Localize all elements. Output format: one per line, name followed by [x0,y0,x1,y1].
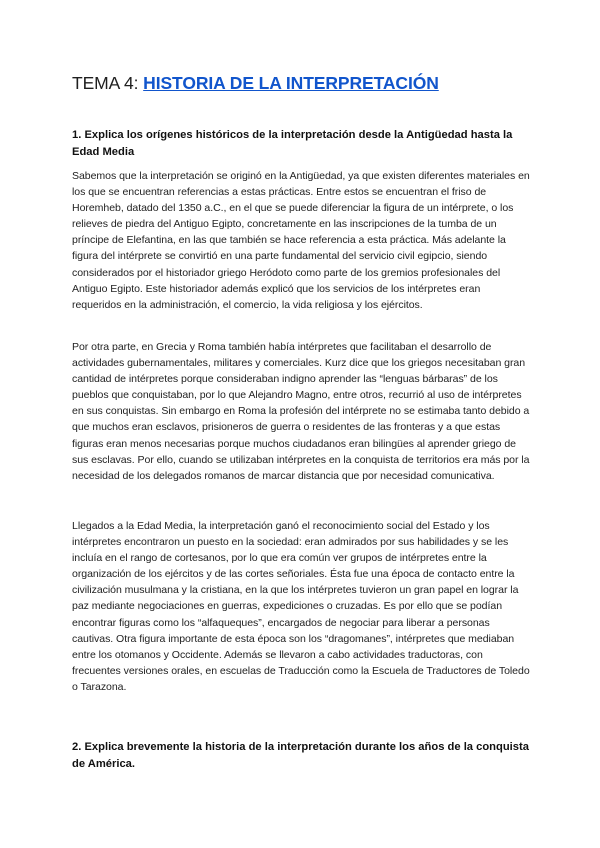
paragraph-3: Llegados a la Edad Media, la interpretación ganó el reconocimiento social del Estado y los intérpretes encontraron un puesto en la sociedad: eran admirados por sus habilidades y se les incluía en el rango de cortesanos, por lo que era común ver grupos de intérpretes entre la organización de los ejércitos y de las cortes señoriales. Ésta fue una época de contacto entre la civilización musulmana y la cristiana, en la que los intérpretes tuvieron un gran papel en lograr la paz mediante negociaciones en guerras, expediciones o cruzadas. Es por ello que se podían encontrar figuras como los “alfaqueques”, encargados de negociar para liberar a personas cautivas. Otra figura importante de esta época son los “dragomanes”, intérpretes que mediaban entre los otomanos y Occidente. Además se llevaron a cabo actividades traductoras, con frecuentes versiones orales, en escuelas de Traducción como la Escuela de Traductores de Toledo o Tarazona. [72,520,530,693]
paragraph-1: Sabemos que la interpretación se originó en la Antigüedad, ya que existen diferentes materiales en los que se encuentran referencias a estas prácticas. Entre estos se encuentran el friso de Horemheb, datado del 1350 a.C., en el que se puede diferenciar la figura de un intérprete, o los relieves de piedra del Antiguo Egipto, concretamente en las inscripciones de la tumba de un príncipe de Elefantina, en las que también se hace referencia a esta práctica. Más adelante la figura del intérprete se convirtió en una parte fundamental del servicio civil egipcio, siendo considerados por el historiador griego Heródoto como parte de los gremios profesionales del Antiguo Egipto. Este historiador además explicó que los servicios de los intérpretes eran requeridos en la administración, el comercio, la vida religiosa y los ejércitos. [72,170,530,311]
paragraph-2: Por otra parte, en Grecia y Roma también había intérpretes que facilitaban el desarrollo de actividades gubernamentales, militares y comerciales. Kurz dice que los griegos necesitaban gran cantidad de intérpretes porque consideraban indigno aprender las “lenguas bárbaras” de los pueblos que conquistaban, por lo que Alejandro Magno, entre otros, recurrió al uso de intérpretes en sus conquistas. Sin embargo en Roma la profesión del intérprete no se estimaba tanto debido a que muchos eran esclavos, prisioneros de guerra o residentes de las fronteras y a que estas figuras eran menos necesarias porque muchos ciudadanos eran bilingües al aprender griego de sus esclavas. Por ello, cuando se utilizaban intérpretes en la conquista de territorios era más por la necesidad de los delegados romanos de marcar distancia que por necesidad comunicativa. [72,341,530,482]
title-link[interactable]: HISTORIA DE LA INTERPRETACIÓN [143,73,439,93]
question-2-heading: 2. Explica brevemente la historia de la interpretación durante los años de la conquista de América. [72,741,529,770]
question-1-heading: 1. Explica los orígenes históricos de la interpretación desde la Antigüedad hasta la Edad Media [72,129,513,158]
page-title [72,72,439,94]
title-prefix: TEMA 4: [72,73,144,93]
